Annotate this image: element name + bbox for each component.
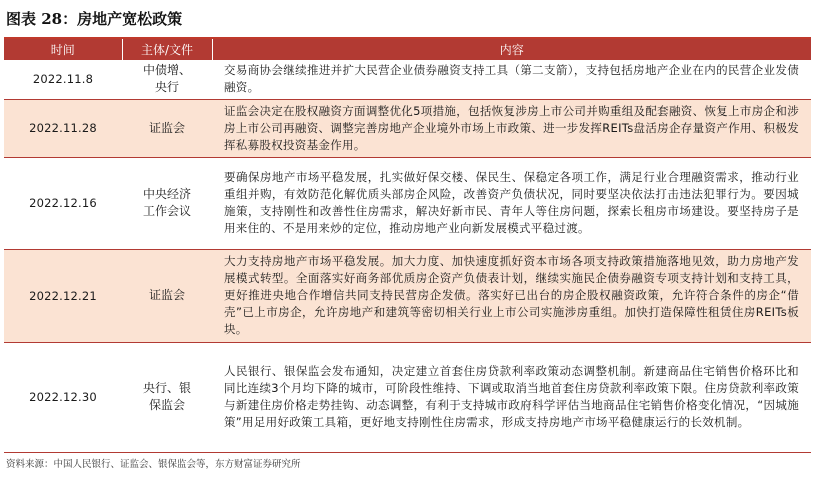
row-date: 2022.11.28 xyxy=(4,99,122,157)
header-date: 时间 xyxy=(4,39,122,60)
row-content: 大力支持房地产市场平稳发展。加大力度、加快速度抓好资本市场各项支持政策措施落地见效，助力房地产发展模式转型。全面落实好商务部优质房企资产负债表计划，继续实施民企债券融资专项支持计划和支持工具，更好推进央地合作增信共同支持民营房企发债。落实好已出台的房企股权融资政策，允许符合条件的房企“借壳”已上市房企，允许房地产和建筑等密切相关行业上市公司实施涉房重组。加快打造保障性租赁住房REITs板块。 xyxy=(212,249,811,342)
agency-line: 证监会 xyxy=(148,120,185,135)
row-content: 证监会决定在股权融资方面调整优化5项措施，包括恢复涉房上市公司并购重组及配套融资、恢复上市房企和涉房上市公司再融资、调整完善房地产企业境外市场上市政策、进一步发挥REITs盘活房企存量资产作用、积极发挥私募股权投资基金作用。 xyxy=(212,99,811,157)
header-content: 内容 xyxy=(212,39,811,60)
table-row xyxy=(4,249,811,342)
header-agency: 主体/文件 xyxy=(122,39,212,60)
row-content: 要确保房地产市场平稳发展，扎实做好保交楼、保民生、保稳定各项工作，满足行业合理融资需求，推动行业重组并购，有效防范化解优质头部房企风险，改善资产负债状况，同时要坚决依法打击违法犯罪行为。要因城施策，支持刚性和改善性住房需求，解决好新市民、青年人等住房问题，探索长租房市场建设。要坚持房子是用来住的、不是用来炒的定位，推动房地产业向新发展模式平稳过渡。 xyxy=(212,157,811,249)
table-row xyxy=(4,60,811,99)
row-agency xyxy=(122,157,212,249)
header-row xyxy=(4,39,811,60)
row-agency xyxy=(122,60,212,99)
agency-line: 中央经济 xyxy=(142,187,191,201)
row-content: 交易商协会继续推进并扩大民营企业债券融资支持工具（第二支箭），支持包括房地产企业在内的民营企业发债融资。 xyxy=(212,60,811,99)
agency-line: 证监会 xyxy=(148,288,185,302)
agency-line: 中债增、 xyxy=(142,63,191,78)
row-agency xyxy=(122,249,212,342)
row-date: 2022.11.8 xyxy=(4,60,122,99)
row-agency xyxy=(122,99,212,157)
source-note: 资料来源：中国人民银行、证监会、银保监会等，东方财富证券研究所 xyxy=(6,459,301,470)
row-date: 2022.12.16 xyxy=(4,157,122,249)
agency-line: 保监会 xyxy=(148,398,185,412)
row-agency xyxy=(122,342,212,452)
table-row xyxy=(4,157,811,249)
table-row xyxy=(4,342,811,452)
agency-line: 工作会议 xyxy=(142,204,191,218)
row-date: 2022.12.21 xyxy=(4,249,122,342)
row-content: 人民银行、银保监会发布通知，决定建立首套住房贷款利率政策动态调整机制。新建商品住宅销售价格环比和同比连续3个月均下降的城市，可阶段性维持、下调或取消当地首套住房贷款利率政策下限。住房贷款利率政策与新建住房价格走势挂钩、动态调整，有利于支持城市政府科学评估当地商品住宅销售价格变化情况，“因城施策”用足用好政策工具箱，更好地支持刚性住房需求，形成支持房地产市场平稳健康运行的长效机制。 xyxy=(212,342,811,452)
agency-line: 央行 xyxy=(154,80,179,95)
agency-line: 央行、银 xyxy=(142,381,191,395)
policy-table xyxy=(4,39,811,453)
row-date: 2022.12.30 xyxy=(4,342,122,452)
figure-title: 图表 28：房地产宽松政策 xyxy=(6,10,183,28)
table-row xyxy=(4,99,811,157)
